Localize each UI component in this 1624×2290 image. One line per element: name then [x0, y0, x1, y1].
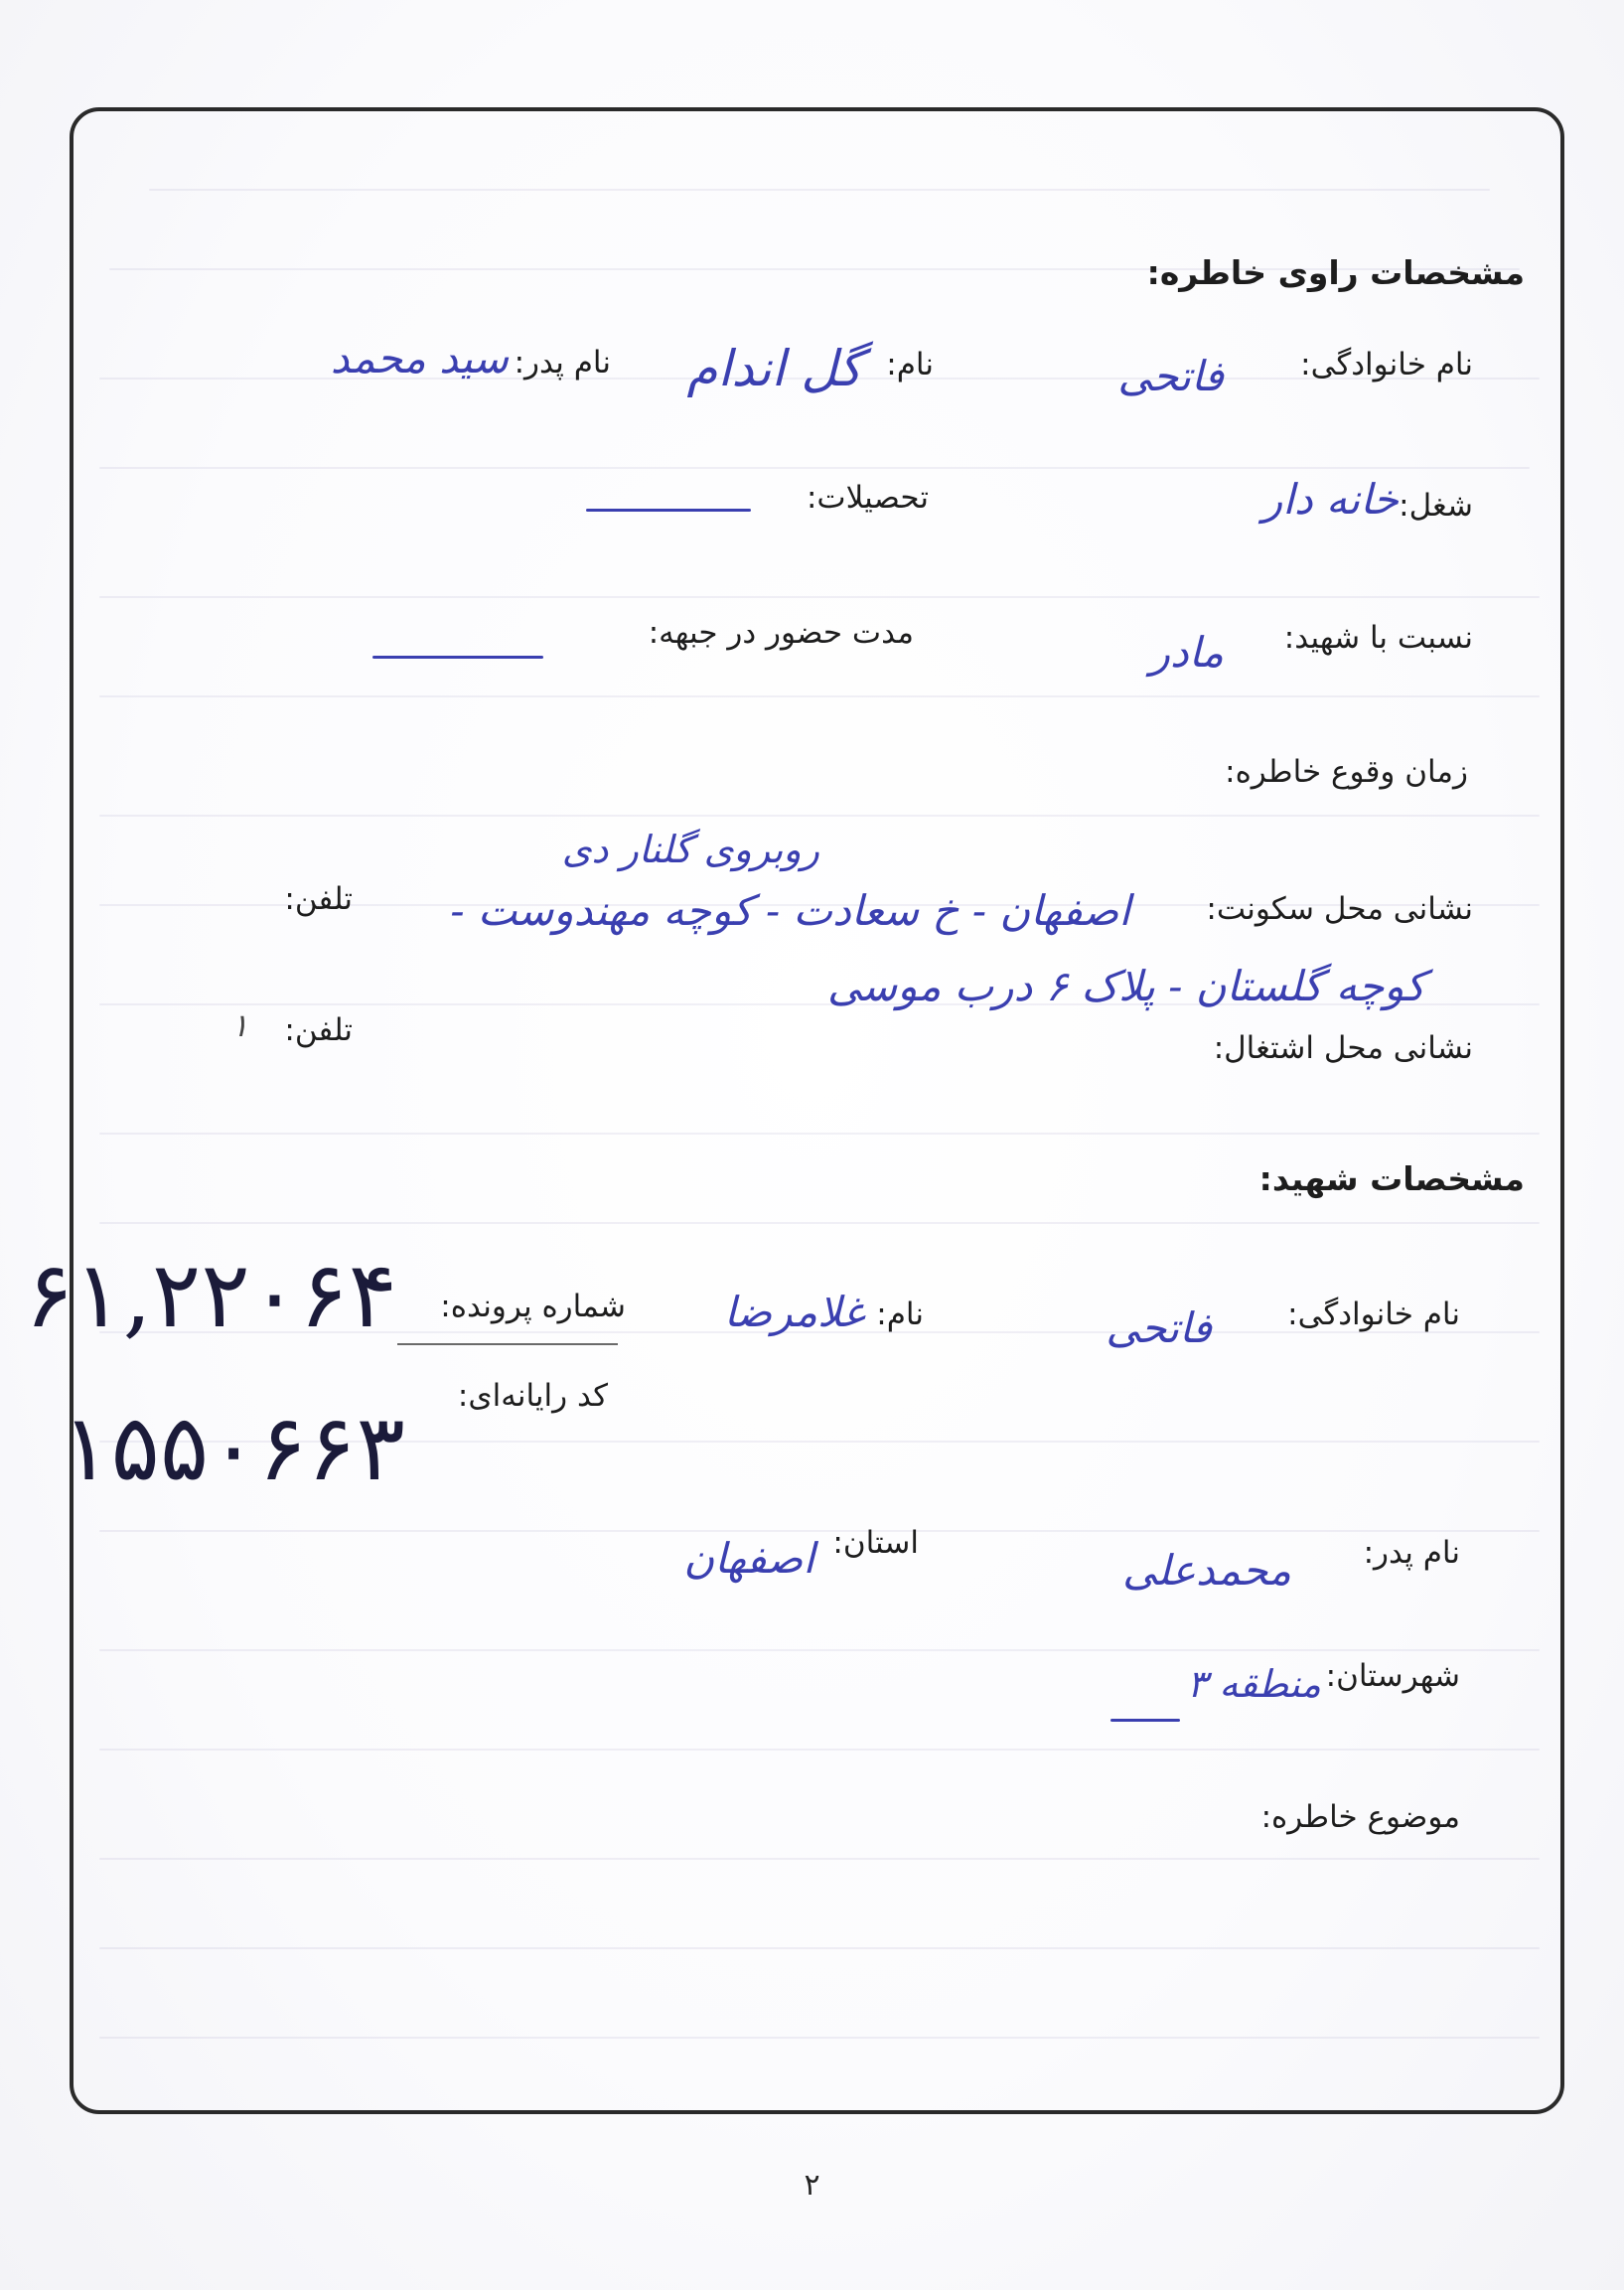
martyr-family-label: نام خانوادگی: — [1287, 1297, 1460, 1332]
martyr-city-underline — [1110, 1719, 1180, 1722]
martyr-name-value: غلامرضا — [723, 1288, 864, 1336]
martyr-name-label: نام: — [876, 1297, 924, 1332]
martyr-province-label: استان: — [832, 1525, 919, 1561]
narrator-relation-value: مادر — [1149, 628, 1224, 677]
narrator-education-dash — [586, 509, 751, 512]
narrator-address-line2: کوچه گلستان - پلاک ۶ درب موسی — [827, 962, 1425, 1010]
narrator-father-value: سید محمد — [330, 334, 509, 382]
martyr-father-label: نام پدر: — [1363, 1535, 1460, 1571]
narrator-family-label: نام خانوادگی: — [1300, 347, 1473, 382]
narrator-name-label: نام: — [886, 347, 934, 382]
martyr-father-value: محمدعلی — [1122, 1546, 1291, 1595]
page-number: ۲ — [804, 2168, 820, 2203]
martyr-code-label: کد رایانه‌ای: — [457, 1378, 608, 1414]
narrator-work-phone-label: تلفن: — [284, 1012, 353, 1048]
martyr-city-value: منطقه ۳ — [1186, 1662, 1321, 1706]
narrator-father-label: نام پدر: — [514, 345, 611, 381]
martyr-family-value: فاتحی — [1106, 1303, 1212, 1352]
narrator-relation-label: نسبت با شهید: — [1283, 620, 1473, 656]
martyr-code-value: ۱۵۵۰۶۶۳ — [62, 1395, 405, 1501]
martyr-heading: مشخصات شهید: — [1258, 1159, 1525, 1198]
narrator-address-label: نشانی محل سکونت: — [1206, 891, 1473, 927]
narrator-job-label: شغل: — [1399, 488, 1473, 524]
martyr-file-underline — [397, 1343, 618, 1345]
narrator-job-value: خانه دار — [1262, 475, 1399, 524]
martyr-file-label: شماره پرونده: — [440, 1289, 626, 1324]
narrator-phone-label: تلفن: — [284, 881, 353, 917]
narrator-name-value: گل اندام — [686, 340, 862, 397]
martyr-file-value: ۶۱,۲۲۰۶۴ — [24, 1242, 397, 1348]
martyr-province-value: اصفهان — [683, 1534, 814, 1583]
narrator-work-address-label: نشانی محل اشتغال: — [1213, 1030, 1473, 1066]
martyr-city-label: شهرستان: — [1325, 1658, 1460, 1694]
narrator-education-label: تحصیلات: — [806, 480, 929, 516]
narrator-heading: مشخصات راوی خاطره: — [1146, 253, 1525, 292]
narrator-front-dash — [372, 656, 543, 659]
narrator-family-value: فاتحی — [1117, 352, 1224, 400]
narrator-front-label: مدت حضور در جبهه: — [648, 615, 914, 651]
narrator-work-phone-mark: ۱ — [230, 1006, 248, 1044]
narrator-address-note: روبروی گلنار دی — [561, 828, 819, 871]
martyr-topic-label: موضوع خاطره: — [1260, 1799, 1460, 1835]
narrator-address-line1: اصفهان - خ سعادت - کوچه مهندوست - — [450, 886, 1130, 935]
narrator-memory-time-label: زمان وقوع خاطره: — [1225, 754, 1468, 790]
